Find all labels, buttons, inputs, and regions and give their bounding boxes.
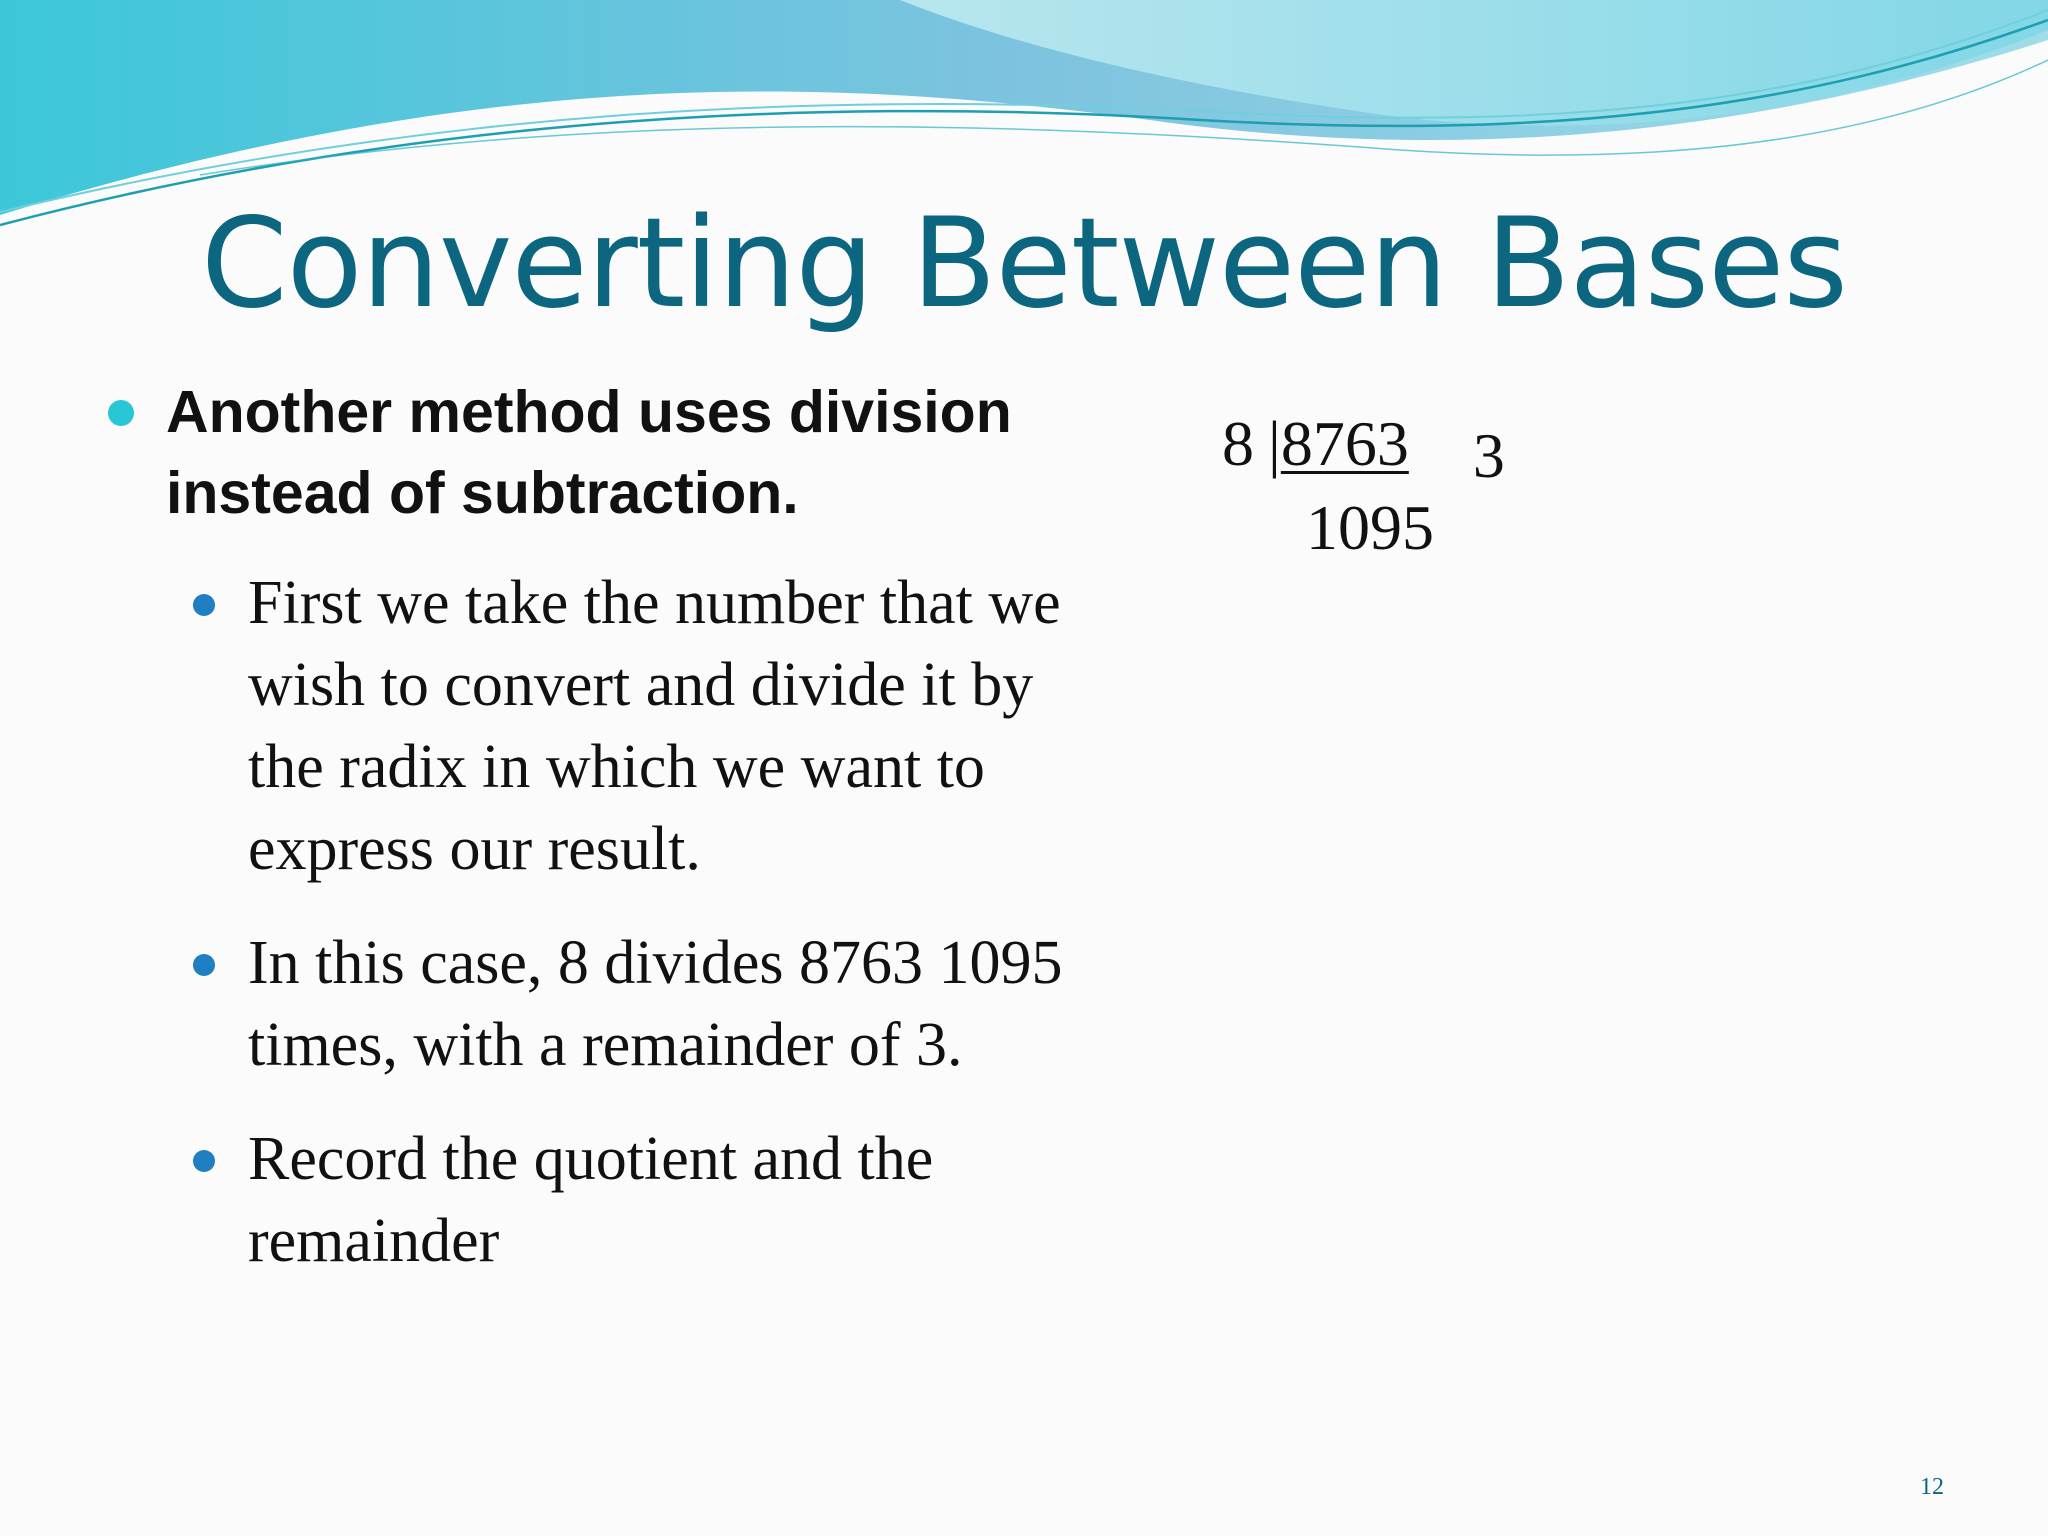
bullet-dot-icon (108, 400, 134, 426)
division-example (1222, 402, 1505, 570)
sub-bullet-text: In this case, 8 divides 8763 1095 times, with a remainder of 3. (248, 929, 1063, 1079)
sub-bullet-item (100, 922, 1120, 1086)
sub-bullet-item (100, 1118, 1120, 1282)
main-bullet (100, 372, 1120, 534)
sub-bullet-text: First we take the number that we wish to convert and divide it by the radix in which we want to express our result. (248, 569, 1061, 883)
sub-bullet-list (100, 562, 1120, 1282)
remainder: 3 (1472, 420, 1505, 491)
divisor: 8 (1222, 408, 1254, 479)
main-bullet-text: Another method uses division instead of subtraction. (166, 379, 1012, 526)
page-number: 12 (1920, 1474, 1944, 1500)
sub-bullet-item (100, 562, 1120, 890)
division-bar: | (1268, 408, 1281, 479)
bullet-content (100, 372, 1120, 1314)
bullet-dot-icon (193, 594, 215, 616)
division-row (1222, 402, 1505, 491)
quotient: 1095 (1306, 492, 1434, 563)
bullet-dot-icon (193, 954, 215, 976)
slide-title: Converting Between Bases (200, 192, 1847, 336)
dividend: 8763 (1280, 408, 1409, 479)
bullet-dot-icon (193, 1150, 215, 1172)
sub-bullet-text: Record the quotient and the remainder (248, 1125, 934, 1275)
